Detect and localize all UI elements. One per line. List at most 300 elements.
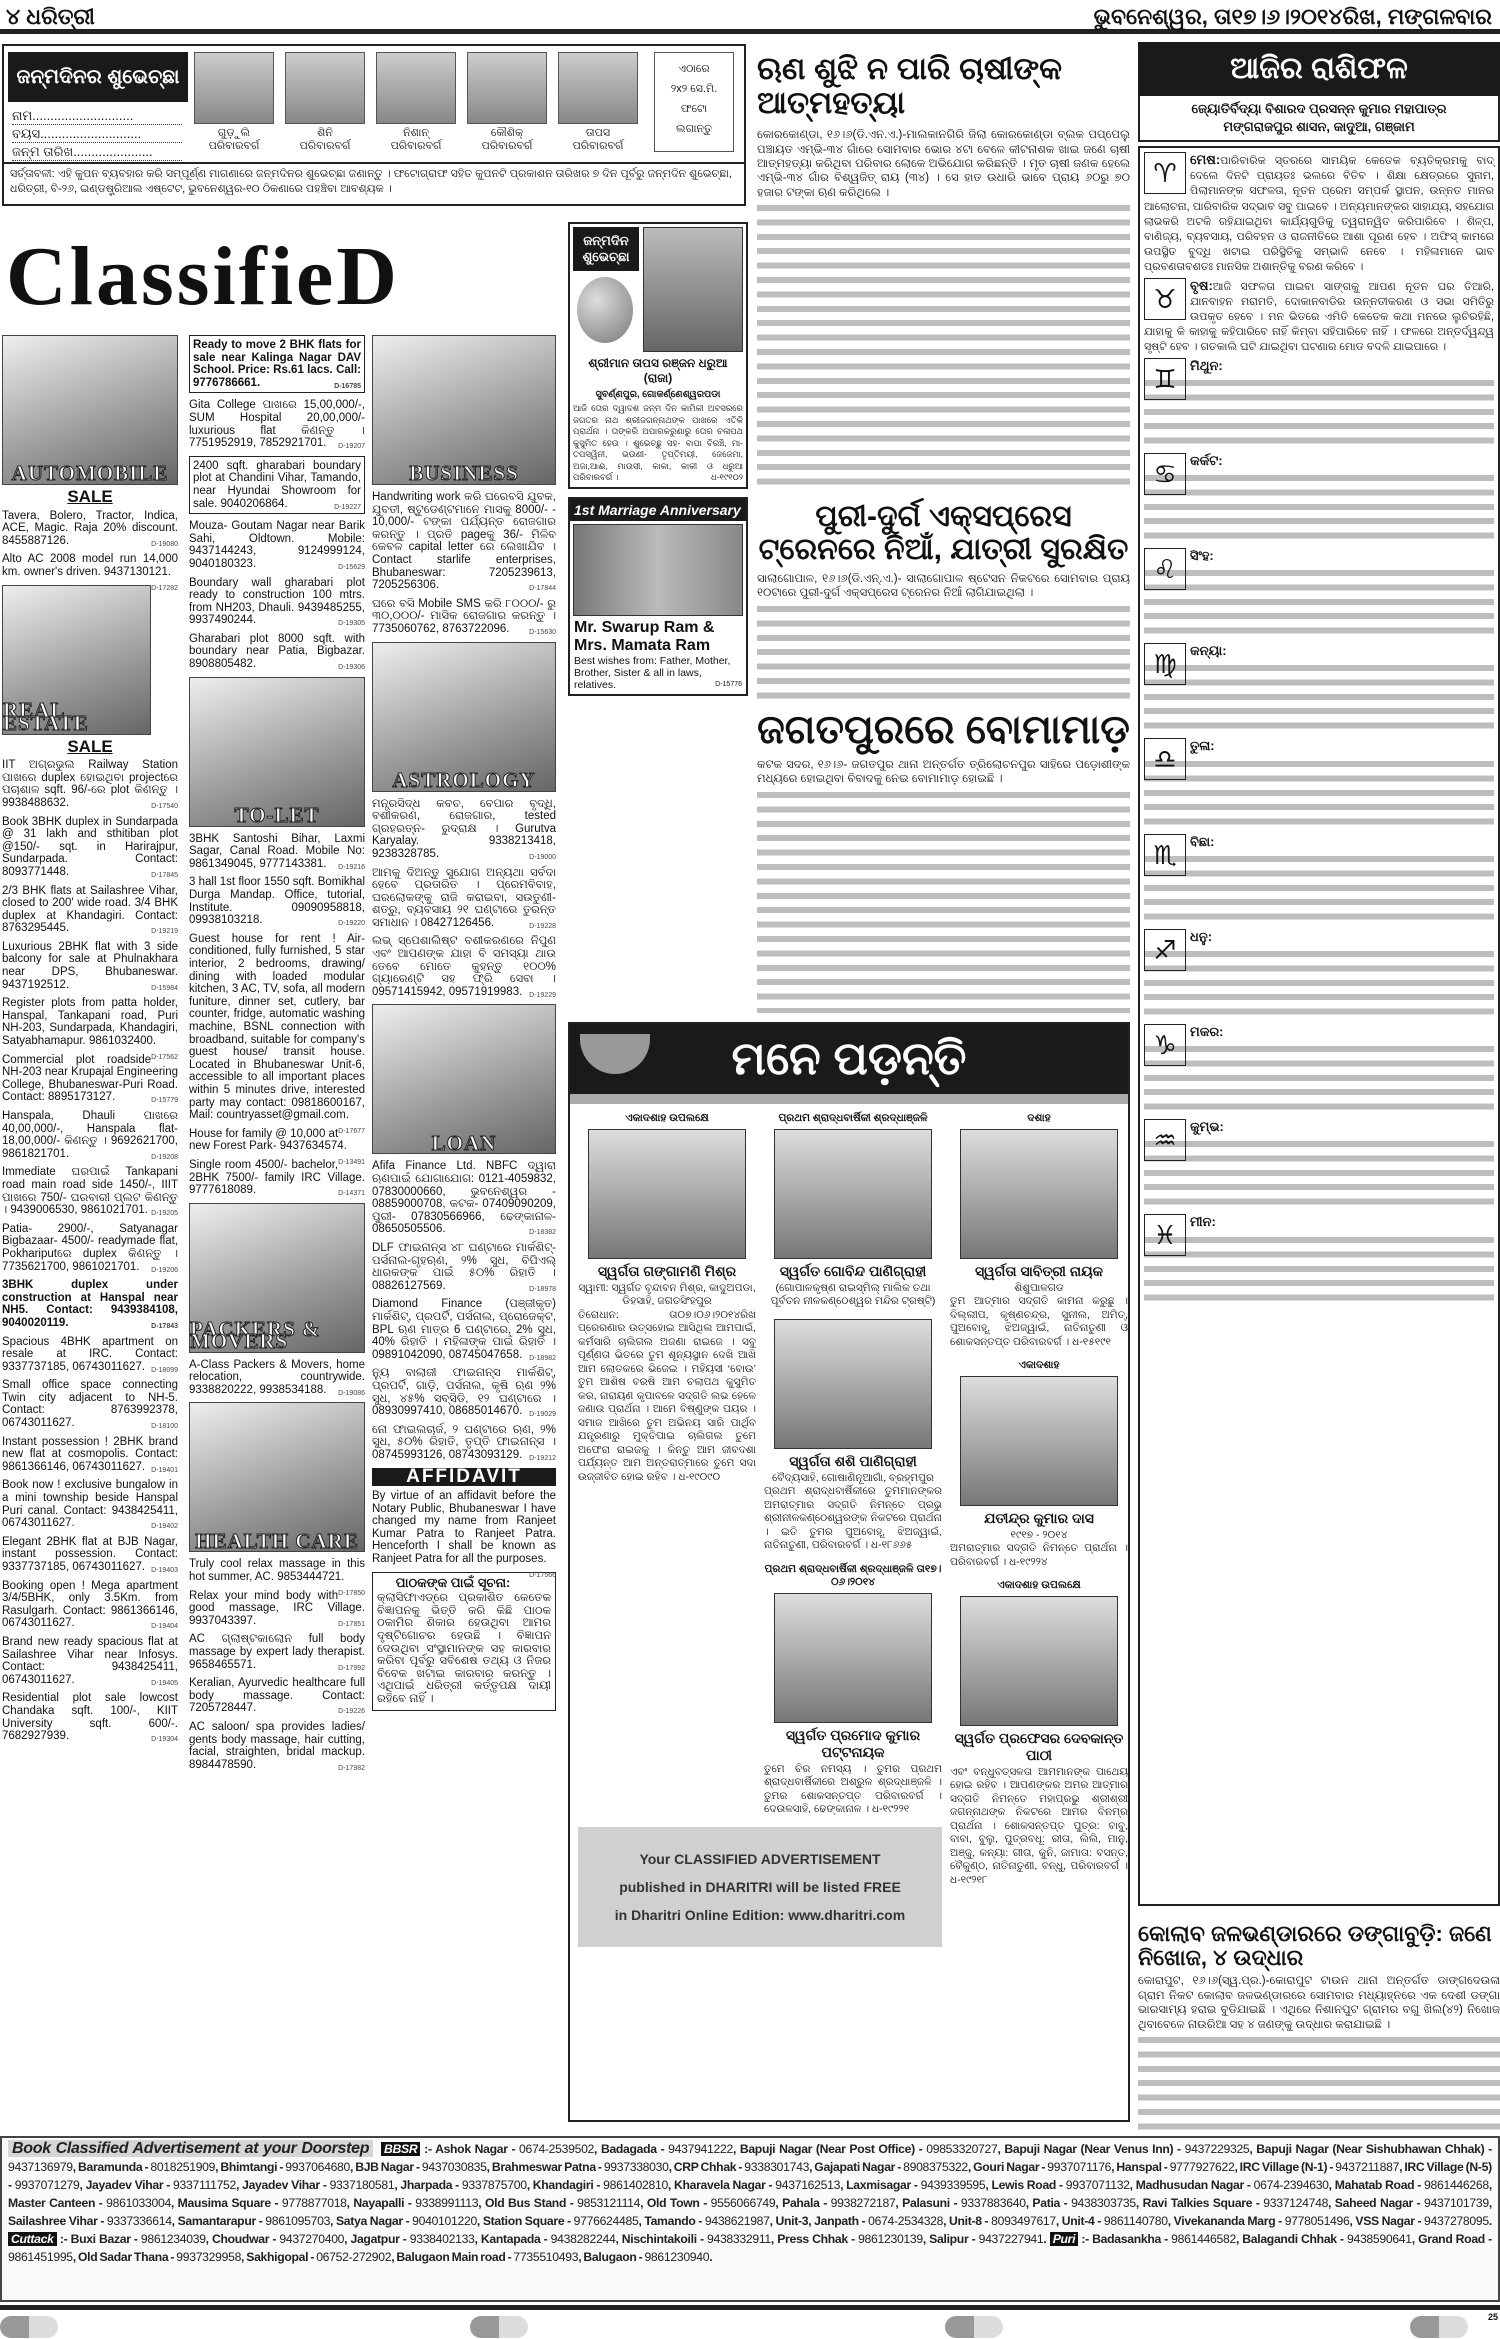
- photo-slot-line: ଲଗାନ୍ତୁ: [676, 123, 712, 135]
- category-banner-image: [372, 335, 556, 485]
- classified-ad: [2, 510, 178, 548]
- category-label: PACKERS & MOVERS: [190, 1316, 321, 1354]
- birthday-card: [568, 222, 748, 489]
- category-banner-image: [2, 335, 178, 485]
- classified-ad: [189, 932, 365, 1135]
- category-label: HEALTH CARE: [195, 1528, 359, 1553]
- kid-photo-card: [194, 52, 274, 153]
- ad-text: Immediate ଘରପାଇଁ Tankapani road main road side 1450/-, IIIT ପାଖରେ 750/- ଘରବାରୀ ପ୍ଲଟ କିଣନ୍ତୁ । 9439006530, 9861021701.: [2, 1166, 178, 1217]
- classified-ad: [2, 1379, 178, 1429]
- booking-phone: 9337180581: [329, 2178, 395, 2192]
- obituary-notice: [950, 1579, 1128, 1887]
- ad-code: D-19306: [338, 664, 365, 672]
- booking-phone: 9337111752: [173, 2178, 237, 2192]
- booking-location: Patia: [1032, 2196, 1061, 2210]
- horoscope-sign: [1144, 278, 1494, 356]
- ad-text: House for family @ 10,000 at new Forest Park- 9437634574.: [189, 1127, 347, 1153]
- deceased-details: (ଗୋପାଳକୃଷ୍ଣ ରାଇସ୍‌ମିଲ୍ ମାଲିକ ତଥା ପୂର୍ବତନ ନୀଳକଣ୍ଠେଶ୍ୱର ମନ୍ଦିର ଟ୍ରଷ୍ଟି): [770, 1281, 936, 1307]
- birthday-photo: [643, 227, 743, 352]
- obituary-caption: ଦଶାହ: [1027, 1112, 1051, 1124]
- booking-phone: 9437101739: [1424, 2196, 1489, 2210]
- booking-location: Balugaon Main road: [396, 2250, 506, 2264]
- deceased-name: ସ୍ୱର୍ଗତ ଗୋବିନ୍ଦ ପାଣିଗ୍ରାହୀ: [779, 1262, 927, 1279]
- booking-phone: 9861140780: [1103, 2214, 1168, 2228]
- ad-text: Gharabari plot 8000 sqft. with boundary near Patia, Bigbazar. 8908805482.: [189, 632, 365, 671]
- classified-ad: [2, 1166, 178, 1216]
- booking-location: Grand Road: [1418, 2232, 1485, 2246]
- classified-ad: [189, 876, 365, 926]
- ad-text: Commercial plot roadside NH-203 near Krupajal Engineering College, Bhubaneswar-Puri Road. Contact: 8895173127.: [2, 1053, 178, 1104]
- booking-title: Book Classified Advertisement at your Doorstep: [8, 2140, 373, 2157]
- obituary-caption: ଏକାଦଶାହ ଉପଲକ୍ଷେ: [997, 1579, 1081, 1591]
- deceased-details: ବୈଦ୍ୟସାହି, ଗୋଷାଣିନୂଆଗାଁ, ବ୍ରହ୍ମପୁର: [772, 1471, 934, 1484]
- deceased-photo: [960, 1596, 1118, 1726]
- ad-code: D-15984: [151, 984, 178, 992]
- greeting-cards-column: [568, 222, 748, 696]
- booking-location: Kantapada: [480, 2232, 541, 2246]
- classified-ad: [189, 335, 365, 393]
- ad-text: IIT ଅଗ୍ରଭୁଲ Railway Station ପାଖରେ duplex ହୋଇଥିବା projectରେ ପଚାଶାଳ sqft. 96/-ରେ plot କିଣନ୍ତୁ । 9938488632.: [2, 759, 178, 809]
- ad-code: D-17844: [529, 585, 556, 593]
- page-label: ୪ ଧରିତ୍ରୀ: [6, 4, 95, 29]
- booking-location: Ravi Talkies Square: [1142, 2196, 1253, 2210]
- deceased-details: ଶିଶୁପାଳଗଡ: [1014, 1281, 1064, 1294]
- ad-code: D-19206: [151, 1266, 178, 1274]
- horoscope-sign: [1144, 453, 1494, 546]
- booking-location: Badagada: [600, 2142, 657, 2156]
- booking-phone: 9861033004: [106, 2196, 171, 2210]
- booking-phone: 9861446582: [1171, 2232, 1236, 2246]
- category-banner-image: [189, 1402, 365, 1552]
- ad-code: D-17850: [338, 1589, 365, 1597]
- zodiac-icon: ♉: [1144, 278, 1186, 320]
- ad-code: D-17562: [151, 1053, 178, 1061]
- diya-lamp-icon: [580, 1034, 650, 1074]
- ad-text: 3BHK duplex under construction at Hanspal near NH5. Contact: 9439384108, 9040020119.: [2, 1279, 178, 1329]
- ad-text: By virtue of an affidavit before the Notary Public, Bhubaneswar I have changed my name from Ranjeet Kumar Patra to Ranjeet Patra. Henceforth I shall be known as Ranjeet Patra for all the purposes.: [372, 1490, 556, 1566]
- classified-ad: [2, 1336, 178, 1374]
- sign-text-body: [1144, 756, 1494, 832]
- classified-ad: [2, 941, 178, 991]
- booking-location: Bhimtangi: [220, 2160, 278, 2174]
- classified-ad: [2, 816, 178, 879]
- classified-ad: [372, 798, 556, 861]
- ad-code: D-19208: [151, 1153, 178, 1161]
- ad-text: AC ଗ୍ଲାଷ୍ଟକାଲୋନ full body massage by expert lady therapist. 9658465571.: [189, 1633, 365, 1671]
- booking-phone: 9338402133: [409, 2232, 475, 2246]
- obituary-notice: [950, 1359, 1128, 1569]
- child-photo: [376, 52, 456, 124]
- ad-text: Handwriting work କରି ଘରେବସି ଯୁବକ, ଯୁବତୀ, ଷ୍ଟୁଡେଣ୍ଟମାନେ ମାସକୁ 8000/- - 10,000/- ଟଙ୍କା ପର୍ଯ୍ୟନ୍ତ ରୋଜଗାର କରନ୍ତୁ । ପ୍ରତି pageକୁ 36/- ମିଳିବ କେବଳ capital letter ରେ ଲେଖାଯିବ । Contact starlife enterprises, Bhubaneswar: 7205239613, 7205256306.: [372, 491, 556, 592]
- child-from: ପରିବାରବର୍ଗ: [390, 140, 442, 152]
- ad-code: D-17851: [338, 1620, 365, 1628]
- horoscope-section: [1138, 42, 1500, 1906]
- sign-text: ଆଜି ସଫଳତା ପାଇବା ସାଙ୍ଗକୁ ଆପଣ ନୂତନ ଘର ତିଆରି, ଯାନବାହନ ମରାମତି, ଦୋକାନବାଡିର ଉନ୍ନତୀକରଣ ଓ ସଭା ସମିତିରୁ ଉପକୃତ ହେବେ । ମନ ଭିତରେ ଏମିତି କେତେକ କଥା ମନରେ ଲୁଚିରହିଛି, ଯାହାକୁ କି କାହାକୁ କହିପାରିବେ ନାହିଁ କିମ୍ବା ସହିପାରିବେ ନାହିଁ । ଫଳରେ ଅନ୍ତର୍ଦ୍ୱନ୍ଦ୍ୱ ସୃଷ୍ଟି ହେବ । ଗତକାଲି ଘଟି ଯାଇଥିବା ଘଟଣାର ମୋଡ ବଦଳି ଯାଇପାରେ ।: [1144, 280, 1494, 354]
- ad-text: ଆମକୁ ଦିଅନ୍ତୁ ସୁଯୋଗ ଅନ୍ୟଥା ସର୍ବଦା ହେବେ ପ୍ରତାରିତ । ପ୍ରେମବିବାହ, ଘରଲୋକଙ୍କୁ ରାଜି କରାଇବା, ସଉତୁଣୀ-ଶତ୍ରୁ, ବ୍ୟବସାୟ ୨୧ ଘଣ୍ଟାରେ ତୁରନ୍ତ ସମାଧାନ । 08427126456.: [372, 866, 556, 929]
- category-label: AUTOMOBILE: [11, 461, 169, 486]
- sign-text-body: [1144, 1232, 1494, 1308]
- ad-code: ଧ-୧୮୬୬୫: [871, 1539, 913, 1551]
- ad-text: Tavera, Bolero, Tractor, Indica, ACE, Magic. Raja 20% discount. 8455887126.: [2, 509, 178, 547]
- anniversary-wishes: [570, 655, 746, 694]
- sign-name: ମିଥୁନ:: [1190, 357, 1223, 373]
- child-photo: [194, 52, 274, 124]
- ad-text: Diamond Finance (ପଞ୍ଜୀକୃତ) ମାର୍କଶିଟ୍, ପ୍ରପର୍ଟି, ପର୍ସନାଲ, ପ୍ରୋଜେକ୍ଟ, BPL ଋଣ ମାତ୍ର 6 ଘଣ୍ଟାରେ, 2% ସୁଧ, 40% ରିହାତି । ମହିଳାଙ୍କ ପାଇଁ ରିହାତି । 09891042090, 08745047658.: [372, 1298, 556, 1361]
- child-photo: [558, 52, 638, 124]
- ad-text: Ready to move 2 BHK flats for sale near Kalinga Nagar DAV School. Price: Rs.61 lacs. Call: 9776786661.: [193, 339, 361, 389]
- obituary-caption: ଏକାଦଶାହ ଉପଲକ୍ଷେ: [625, 1112, 709, 1124]
- child-name: ନିଶାନ୍: [403, 127, 429, 139]
- booking-phone: 0674-2394630: [1253, 2178, 1329, 2192]
- classified-ad: [189, 1359, 365, 1397]
- child-photo: [285, 52, 365, 124]
- booking-phone: 9937338030: [603, 2160, 669, 2174]
- dateline: ଭୁବନେଶ୍ୱର, ତା୧୭।୬।୨୦୧୪ରିଖ, ମଙ୍ଗଳବାର: [1093, 4, 1492, 29]
- booking-phone: 0674-2534328: [868, 2214, 944, 2228]
- ad-text: ନ୍ୟୁ ବାଲାଜୀ ଫାଇନାନ୍ସ ମାର୍କଶିଟ୍, ପ୍ରପର୍ଟି, ଗାଡ଼ି, ପର୍ସନାଲ, କୃଷି ଋଣ ୨% ସୁଧ, ୪୫% ସବ୍‌ସିଡି, ୧୨ ଘଣ୍ଟାରେ । 08930997410, 08685014670.: [372, 1367, 556, 1418]
- booking-phone: 9861446268: [1424, 2178, 1489, 2192]
- booking-location: Jagatpur: [350, 2232, 400, 2246]
- ad-text: Elegant 2BHK flat at BJB Nagar, instant possession. Contact: 9337737185, 06743011627.: [2, 1535, 178, 1573]
- booking-phone: 9337336614: [106, 2214, 172, 2228]
- ad-text: Patia- 2900/-, Satyanagar Bigbazaar- 4500/- readymade flat, Pokhariputରେ duplex କିଣନ୍ତୁ । 7735621700, 9861021701.: [2, 1222, 178, 1273]
- classified-ad: [372, 935, 556, 998]
- horoscope-sign: [1144, 738, 1494, 831]
- booking-location: Baramunda: [77, 2160, 143, 2174]
- deceased-name: ସ୍ୱର୍ଗତ ପ୍ରଫେସର ଦେବକାନ୍ତ ପାଠୀ: [954, 1729, 1124, 1763]
- page-header: [0, 0, 1500, 34]
- anniversary-title: 1st Marriage Anniversary: [570, 499, 746, 521]
- classified-ad: [2, 1223, 178, 1273]
- zodiac-icon: ♏: [1144, 834, 1186, 876]
- child-name: କୌଶିକ୍: [490, 127, 524, 139]
- obituary-text-body: ଏବଂ ବନ୍ଧୁବତ୍ସଳତା ଆମମାନଙ୍କ ପାଥେୟ ହୋଇ ରହିବ । ଆପଣଙ୍କର ଅମର ଆତ୍ମାର ସଦ୍‌ଗତି ନିମନ୍ତେ ମହାପ୍ରଭୁ ଶ୍ରୀଶ୍ରୀ ଜଗନ୍ନାଥଙ୍କ ନିକଟରେ ଆମର ବିନମ୍ର ପ୍ରାର୍ଥନା । ଶୋକସନ୍ତପ୍ତ ପୁତ୍ର: ବାବୁ, ବାବା, ବୁଲୁ, ପୁତ୍ରବଧୂ: ରୀତା, ଲିଲି, ମାନୁ, ଅଞ୍ଜୁ, କନ୍ୟା: ଗୀତା, କୁନି, ଜାମାତା: ବସନ୍ତ, ବୈକୁଣ୍ଠ, ନାତିନାତୁଣୀ, ବନ୍ଧୁ, ପରିବାରବର୍ଗ ।: [950, 1765, 1128, 1872]
- horoscope-sign: [1144, 1119, 1494, 1212]
- news-kolab-boat: [1138, 1922, 1500, 2132]
- booking-location: Old Sadar Thana: [77, 2250, 169, 2264]
- classified-ad: [2, 759, 178, 809]
- photo-slot-line: ୨x୨ ସେ.ମି.: [670, 83, 718, 95]
- classified-ad: [372, 1490, 556, 1579]
- booking-location: Salipur: [929, 2232, 969, 2246]
- city-label: BBSR: [381, 2142, 420, 2156]
- free-ad-line: published in DHARITRI will be listed FREE: [619, 1878, 901, 1895]
- kid-photo-card: [376, 52, 456, 153]
- ad-text: 2400 sqft. gharabari boundary plot at Chandini Vihar, Tamando, near Hyundai Showroom for sale. 9040206864.: [193, 459, 361, 510]
- sign-text: ପାରିବାରିକ ସ୍ତରରେ ସାମୟିକ କେତେକ ବ୍ୟତିକ୍ରମକୁ ବାଦ୍ ଦେଲେ ଦିନଟି ପ୍ରାୟତଃ ଭଲରେ ବିତିବ । ଶିକ୍ଷା କ୍ଷେତ୍ରରେ ସୁନାମ, ପିଲାମାନଙ୍କ ସଫଳତା, ନୂତନ ପ୍ରେମ ସମ୍ପର୍କ ସ୍ଥାପନ, ଉନ୍ନତ ମାନର ଆଲୋଚନା, ପାରିବାରିକ ସଦ୍ଭାବ ସବୁ ପାଇବେ । ଅନ୍ୟମାନଙ୍କର ସାହାଯ୍ୟ, ସହଯୋଗ ଲାଭକରି ଅଟକି ରହିଯାଇଥିବା କାର୍ଯ୍ୟଗୁଡିକୁ ତ୍ୱରାନ୍ୱିତ କରିପାରିବେ । ଶିଳ୍ପ, ବାଣିଜ୍ୟ, ବ୍ୟବସାୟ, ପରିବହନ ଓ ରାଜନୀତିରେ ଆଶା ପୂରଣ ହେବ । ଅଫିସ୍ କାମରେ ଉପସ୍ଥିତ ବୁଦ୍ଧି ଖଟାଇ ପରିସ୍ଥିତିକୁ ସମ୍ଭାଳି ନେବେ । ମହିଳାମାନେ ଭାବ ପ୍ରବଣତାବଶତଃ ମାନସିକ ଅଶାନ୍ତିକୁ ବରଣ କରିବେ ।: [1144, 155, 1494, 274]
- ad-code: D-19229: [529, 991, 556, 999]
- booking-phone: 8018251909: [150, 2160, 216, 2174]
- classified-ad: [189, 399, 365, 449]
- deceased-photo: [774, 1593, 932, 1723]
- booking-location: Jharpada: [400, 2178, 453, 2192]
- deceased-name: ସ୍ୱର୍ଗତା ଗଙ୍ଗାମଣି ମିଶ୍ର: [597, 1262, 737, 1279]
- booking-phone: 8908375322: [903, 2160, 968, 2174]
- booking-location: Madhusudan Nagar: [1135, 2178, 1244, 2192]
- category-banner-image: [372, 1004, 556, 1154]
- classified-ad: [189, 1558, 365, 1597]
- sign-name: କନ୍ୟା:: [1190, 643, 1227, 659]
- obituary-text-body: ତୁମେ ଚିର ନମସ୍ୟ । ତୁମର ପ୍ରଥମ ଶ୍ରାଦ୍ଧବାର୍ଷିକୀରେ ଅଶ୍ରୁଳ ଶ୍ରଦ୍ଧାଞ୍ଜଳି । ତୁମର ଶୋକସନ୍ତପ୍ତ ପରିବାରବର୍ଗ । ଦେଉଳସାହି, ଢେଙ୍କାନାଳ ।: [764, 1762, 942, 1815]
- obituary-caption: ପ୍ରଥମ ଶ୍ରାଦ୍ଧବାର୍ଷିକୀ ଶ୍ରଦ୍ଧାଞ୍ଜଳି: [778, 1112, 928, 1124]
- booking-phone: 9437229325: [1184, 2142, 1250, 2156]
- booking-phone: 9337875700: [461, 2178, 527, 2192]
- horoscope-signs: [1138, 146, 1500, 1906]
- article-body: [757, 787, 1130, 1013]
- booking-phone: 9437136979: [8, 2160, 73, 2174]
- classified-column-2: [189, 335, 365, 2130]
- obituary-banner: [570, 1024, 1128, 1104]
- news-farmer-suicide: [757, 52, 1130, 492]
- ad-code: D-18978: [529, 1285, 556, 1293]
- astrologer-address: ମଙ୍ଗରାଜପୁର ଶାସନ, କାଦୁଆ, ଗଞ୍ଜାମ: [1223, 119, 1415, 134]
- category-banner-image: [2, 585, 151, 735]
- ad-code: ଧ-୧୫୧୯୧: [1072, 1335, 1111, 1348]
- horoscope-sign: [1144, 929, 1494, 1022]
- section-heading: SALE: [67, 487, 113, 506]
- ad-code: D-15779: [151, 1097, 178, 1105]
- anniversary-card: [568, 497, 748, 696]
- category-banner-image: [189, 677, 365, 827]
- coupon-dob-field: ଜନ୍ମ ତାରିଖ......................: [12, 144, 182, 161]
- booking-location: Balugaon: [583, 2250, 637, 2264]
- ad-text: Small office space connecting Twin city adjacent to NH-5. Contact: 8763992378, 06743011627.: [2, 1379, 178, 1430]
- booking-location: Samantarapur: [177, 2214, 256, 2228]
- booking-location: Tamando: [644, 2214, 696, 2228]
- ad-code: D-19405: [151, 1679, 178, 1687]
- registration-mark: [1410, 2316, 1468, 2338]
- booking-location: Bapuji Nagar (Near Venus Inn): [1004, 2142, 1174, 2156]
- category-label: TO-LET: [234, 803, 320, 828]
- article-body: [757, 200, 1130, 492]
- ad-text: Book now ! exclusive bungalow in a mini township beside Hanspal Puri canal. Contact: 9438425411, 06743011627.: [2, 1479, 178, 1530]
- affidavit-heading: AFFIDAVIT: [372, 1468, 556, 1487]
- ad-code: D-17992: [338, 1664, 365, 1672]
- notice-text: କ୍ଲାସିଫାଏଡ୍‌ରେ ପ୍ରକାଶିତ କେତେକ ବିଜ୍ଞାପନକୁ ଭିତ୍ତି କରି କିଛି ପାଠକ ଠକାମିର ଶିକାର ହେଉଥିବା ଆମର ଦୃଷ୍ଟିଗୋଚର ହେଉଛି । ବିଜ୍ଞାପନ ଦେଉଥିବା ସଂସ୍ଥାମାନଙ୍କ ସହ କାରବାର କରିବା ପୂର୍ବରୁ ସବିଶେଷ ତଥ୍ୟ ଓ ନିଜର ବିବେକ ଖଟାଇ କାରବାର କରନ୍ତୁ । ଏଥିପାଇଁ ଧରିତ୍ରୀ କର୍ତ୍ତୃପକ୍ଷ ଦାୟୀ ରହିବେ ନାହିଁ ।: [377, 1592, 551, 1705]
- classified-ad: [189, 1721, 365, 1771]
- booking-location: Pahala: [782, 2196, 820, 2210]
- classified-ad: [372, 598, 556, 636]
- ad-text: Afifa Finance Ltd. NBFC ଦ୍ୱାରା ଋଣପାଇଁ ଯୋଗାଯୋଗ: 0121-4059832, 07830000660, ଭୁବନେଶ୍ୱର - 08859000708, କଟକ- 07409090209, ପୁରୀ- 07830566966, ଢେଙ୍କାନାଳ- 08650505506.: [372, 1160, 556, 1236]
- ad-code: D-19401: [151, 1466, 178, 1474]
- city-label: Puri: [1050, 2232, 1079, 2246]
- booking-location: Kharavela Nagar: [673, 2178, 766, 2192]
- ad-code: D-16785: [334, 382, 361, 390]
- classified-ad: [2, 553, 178, 592]
- section-heading: SALE: [67, 736, 113, 756]
- photo-slot-line: ଏଠାରେ: [678, 63, 710, 75]
- free-listing-ad: [578, 1827, 942, 1947]
- booking-location: Old Bus Stand: [484, 2196, 567, 2210]
- ad-code: ଧ-୧୯୧୦୨: [710, 472, 743, 482]
- obituary-text: [578, 1309, 756, 1485]
- ad-text: Gita College ପାଖରେ 15,00,000/-, SUM Hospital 20,00,000/- luxurious flat କିଣନ୍ତୁ । 7751952919, 7852921701.: [189, 399, 365, 450]
- booking-location: IRC Village (N-1): [1239, 2160, 1328, 2174]
- ad-text: A-Class Packers & Movers, home relocation, countrywide. 9338820222, 9938534188.: [189, 1358, 365, 1396]
- booking-phone: 9439339595: [920, 2178, 986, 2192]
- booking-location: Master Canteen: [8, 2196, 96, 2210]
- registration-mark: [945, 2316, 1003, 2338]
- page-number: 25: [1487, 2312, 1498, 2322]
- booking-location: VSS Nagar: [1355, 2214, 1415, 2228]
- booking-phone: 9777927622: [1169, 2160, 1235, 2174]
- ad-text: DLF ଫାଇନାନ୍ସ ୪୮ ଘଣ୍ଟାରେ ମାର୍କଶିଟ୍-ପର୍ସନାଲ-ଗୃହଋଣ, ୨% ସୁଧ, ବିପିଏଲ୍ ଧାରକଙ୍କ ପାଇଁ ୫୦% ରିହାତି । 08826127569.: [372, 1242, 556, 1292]
- obituary-notice: [764, 1319, 942, 1553]
- deceased-photo: [774, 1319, 932, 1449]
- booking-location: Khandagiri: [532, 2178, 594, 2192]
- birthday-name: ଶ୍ରୀମାନ ତାପସ ରଞ୍ଜନ ଧରୁଆ (ରାଜା): [588, 356, 728, 385]
- booking-phone: 0674-2539502: [519, 2142, 595, 2156]
- ad-code: D-19207: [338, 443, 365, 451]
- obituary-title: ମନେ ପଡ଼ନ୍ତି: [731, 1032, 967, 1084]
- booking-location: Badasankha: [1092, 2232, 1161, 2246]
- booking-phone: 9337124748: [1263, 2196, 1329, 2210]
- ad-text: Single room 4500/- bachelor, 2BHK 7500/- family IRC Village. 9777618089.: [189, 1158, 365, 1197]
- zodiac-icon: ♓: [1144, 1214, 1186, 1256]
- sign-name: ମକର:: [1190, 1024, 1224, 1040]
- booking-phone: 9937071132: [1065, 2178, 1130, 2192]
- booking-location: Saheed Nagar: [1334, 2196, 1413, 2210]
- booking-phone: 9938272187: [830, 2196, 896, 2210]
- obituary-notice: [578, 1112, 756, 1484]
- classified-ad: [2, 885, 178, 935]
- booking-phone: 9040101220: [412, 2214, 477, 2228]
- reader-notice: [372, 1572, 556, 1711]
- category-label: BUSINESS: [409, 461, 519, 486]
- headline: ଜଗତପୁରରେ ବୋମାମାଡ଼: [757, 708, 1130, 752]
- sign-name: ବିଛା:: [1190, 833, 1215, 849]
- birthday-message: [573, 403, 743, 484]
- obituary-text-body: ପ୍ରଥମ ଶ୍ରାଦ୍ଧବାର୍ଷିକୀରେ ତୁମମାନଙ୍କର ଅମରାତ୍ମାର ସଦ୍‌ଗତି ନିମନ୍ତେ ପ୍ରଭୁ ଶ୍ରୀନୀଳକଣ୍ଠେଶ୍ୱରଙ୍କ ନିକଟରେ ପ୍ରାର୍ଥନା । ଇତି ତୁମର ପୁଅବୋହୂ, ଝିଅଜ୍ୱାଇଁ, ନାତିନାତୁଣୀ, ପରିବାରବର୍ଗ ।: [764, 1485, 942, 1551]
- classified-ad: [2, 1436, 178, 1474]
- photo-slot-line: ଫଟୋ: [680, 103, 708, 115]
- classified-column-3: [372, 335, 556, 2130]
- horoscope-sign: [1144, 1024, 1494, 1117]
- horoscope-sign: [1144, 152, 1494, 276]
- ad-code: D-18099: [151, 1366, 178, 1374]
- ad-text: 3 hall 1st floor 1550 sqft. Bomikhal Durga Mandap. Office, tutorial, Institute. 09090958818, 09938103218.: [189, 876, 365, 927]
- booking-phone: 9438282244: [550, 2232, 616, 2246]
- booking-location: Unit-3, Janpath: [775, 2214, 859, 2228]
- zodiac-icon: ♈: [1144, 152, 1186, 194]
- obituary-caption: ଏକାଦଶାହ: [1018, 1359, 1060, 1371]
- booking-location: Press Chhak: [777, 2232, 848, 2246]
- horoscope-title: ଆଜିର ରାଶିଫଳ: [1138, 42, 1500, 96]
- booking-phone: 06752-272902: [316, 2250, 392, 2264]
- ad-code: D-19228: [529, 922, 556, 930]
- ad-code: D-19216: [338, 863, 365, 871]
- sign-name: ମେଷ:: [1190, 152, 1221, 167]
- booking-phone: 9861234039: [140, 2232, 206, 2246]
- booking-phone: 09853320727: [926, 2142, 998, 2156]
- sign-name: ତୁଳା:: [1190, 738, 1215, 754]
- ad-text: Register plots from patta holder, Hanspal, Tankapani road, Puri NH-203, Sundarpada, Khandagiri, Satyabhamapur. 9861032400.: [2, 997, 178, 1048]
- deceased-photo: [774, 1129, 932, 1259]
- obituary-text: [764, 1763, 942, 1817]
- classified-ad: [2, 1279, 178, 1329]
- category-label: REAL ESTATE: [3, 698, 89, 735]
- ad-code: D-19304: [151, 1736, 178, 1744]
- booking-phone: 9776624485: [573, 2214, 639, 2228]
- ad-text: Luxurious 2BHK flat with 3 side balcony for sale at Phulnakhara near DPS, Bhubaneswar. 9437192512.: [2, 940, 178, 991]
- booking-phone: 9437211887: [1335, 2160, 1400, 2174]
- booking-location: Bapuji Nagar (Near Sishubhawan Chhak): [1256, 2142, 1485, 2156]
- classified-ad: [189, 633, 365, 671]
- sign-text-body: [1144, 1041, 1494, 1117]
- ad-text: Instant possession ! 2BHK brand new flat at cosmopolis. Contact: 9861366146, 06743011627.: [2, 1435, 178, 1473]
- booking-phone: 9338991113: [415, 2196, 479, 2210]
- free-ad-line: in Dharitri Online Edition: www.dharitri.com: [614, 1906, 906, 1923]
- registration-mark: [0, 2316, 58, 2338]
- classified-ad: [189, 577, 365, 627]
- ad-code: ଧ-୧୯୨୨୧: [871, 1803, 910, 1815]
- booking-phone: 9438332911: [707, 2232, 771, 2246]
- obituary-text: [764, 1485, 942, 1553]
- ad-text: 3BHK Santoshi Bihar, Laxmi Sagar, Canal Road. Mobile No: 9861349045, 9777143381.: [189, 832, 365, 870]
- ad-code: D-17282: [151, 584, 178, 592]
- booking-location: Ashok Nagar: [435, 2142, 508, 2156]
- zodiac-icon: ♊: [1144, 358, 1186, 400]
- article-lead: ସାଲାଗୋପାଳ, ୧୬।୬(ଡି.ଏନ୍.ଏ.)- ସାଲାଗୋପାଳ ଷ୍ଟେସନ ନିକଟରେ ସୋମବାର ପ୍ରାୟ ୧୦ଟାରେ ପୁରୀ-ଦୁର୍ଗ ଏକ୍ସପ୍ରେସ ଟ୍ରେନର ନିଆଁ ଲାଗିଯାଇଥିଲା ।: [757, 573, 1130, 600]
- booking-phone: 9437162513: [775, 2178, 841, 2192]
- zodiac-icon: ♌: [1144, 548, 1186, 590]
- article-lead: କୋରାପୁଟ, ୧୬।୬(ସ୍ୱ.ପ୍ର.)-କୋରାପୁଟ ଟାଉନ ଥାନା ଅନ୍ତର୍ଗତ ଡାଙ୍ଗଦେଉଳା ଗ୍ରାମ ନିକଟ କୋଲାବ ଜଳଭଣ୍ଡାରରେ ସୋମବାର ମଧ୍ୟାହ୍ନରେ ଏକ ଦେଶୀ ଡଙ୍ଗା ଭାରସାମ୍ୟ ହରାଇ ବୁଡିଯାଇଛି । ଏଥିରେ ନିଶାନପୁଟ ଗ୍ରାମର ବଗୁ ଖିଲ(୪୨) ନିଖୋଜ ଥିବାବେଳେ ନାଉରିଆ ସହ ୪ ଜଣଙ୍କୁ ଉଦ୍ଧାର କରାଯାଇଛି ।: [1138, 1975, 1500, 2031]
- couple-photo: [573, 524, 743, 616]
- ad-text: Alto AC 2008 model run 14,000 km. owner's driven. 9437130121.: [2, 553, 178, 578]
- booking-phone: 9937064680: [285, 2160, 350, 2174]
- obituary-section: [568, 1022, 1130, 2122]
- coupon-age-field: ବୟସ............................: [12, 126, 182, 143]
- obituary-caption: ପ୍ରଥମ ଶ୍ରାଦ୍ଧବାର୍ଷିକୀ ଶ୍ରଦ୍ଧାଞ୍ଜଳି ତା୧୭।୦୬।୨୦୧୪: [764, 1562, 942, 1588]
- booking-location: Mausima Square: [177, 2196, 271, 2210]
- ad-text: Hanspala, Dhauli ପାଖରେ 40,00,000/-, Hanspala flat- 18,00,000/- କିଣନ୍ତୁ । 9692621700, 9861821701.: [2, 1110, 178, 1160]
- horoscope-sign: [1144, 834, 1494, 927]
- sign-text-body: [1144, 851, 1494, 927]
- ad-code: D-19227: [334, 503, 361, 511]
- ad-code: D-19403: [151, 1567, 178, 1574]
- zodiac-icon: ♎: [1144, 738, 1186, 780]
- obituary-text: [950, 1295, 1128, 1349]
- astrologer-name: ଜ୍ୟୋତିର୍ବିଦ୍ୟା ବିଶାରଦ ପ୍ରସନ୍ନ କୁମାର ମହାପାତ୍ର: [1191, 101, 1447, 116]
- ad-code: ଧ-୧୯୨୨୪: [1009, 1555, 1048, 1568]
- ad-code: D-18382: [529, 1229, 556, 1237]
- obituary-notice: [950, 1112, 1128, 1349]
- article-lead: କଟକ ସଦର, ୧୬।୬- ଜଗତପୁର ଥାନା ଅନ୍ତର୍ଗତ ତ୍ରିଲୋଚନପୁର ସାହିରେ ପଡ଼ୋଶୀଙ୍କ ମଧ୍ୟରେ ହୋଇଥିବା ବିବାଦକୁ ନେଇ ବୋମାମାଡ଼ ହୋଇଛି ।: [757, 759, 1130, 786]
- ad-code: D-19220: [338, 920, 365, 928]
- booking-location: Vivekananda Marg: [1173, 2214, 1276, 2228]
- news-train-fire: [757, 500, 1130, 700]
- classified-ad: [2, 1692, 178, 1742]
- balloons-image: [577, 277, 633, 343]
- sign-name: ବୃଷ:: [1190, 277, 1213, 293]
- deceased-name: ସ୍ୱର୍ଗତ ପ୍ରମୋଦ କୁମାର ପଟ୍ଟନାୟକ: [785, 1726, 921, 1760]
- wishes-text: Best wishes from: Father, Mother, Brother, Sister & all in laws, relatives.: [574, 654, 731, 691]
- classified-ad: [372, 491, 556, 592]
- ad-text: ନୋ ଫାଇଲଚାର୍ଜ, ୨ ଘଣ୍ଟାରେ ଋଣ, ୨% ସୁଧ, ୫୦% ରିହାତି, ତୃପ୍ତି ଫାଇନାନ୍ସ । 08745993126, 08743093129.: [372, 1423, 556, 1461]
- sign-text-body: [1144, 375, 1494, 451]
- classified-ad: [2, 1580, 178, 1630]
- ad-text: Brand new ready spacious flat at Sailashree Vihar near Infosys. Contact: 9438425411, 06743011627.: [2, 1635, 178, 1686]
- booking-phone: 9338301743: [744, 2160, 810, 2174]
- kid-photo-card: [285, 52, 365, 153]
- booking-location: Old Town: [646, 2196, 700, 2210]
- sign-name: କର୍କଟ:: [1190, 452, 1223, 468]
- booking-phone: 9861095703: [265, 2214, 331, 2228]
- kid-photo-card: [467, 52, 547, 153]
- category-banner-image: [189, 1203, 365, 1353]
- booking-phone: 9937071176: [1047, 2160, 1112, 2174]
- ad-text: Keralian, Ayurvedic healthcare full body massage. Contact: 7205728447.: [189, 1677, 365, 1715]
